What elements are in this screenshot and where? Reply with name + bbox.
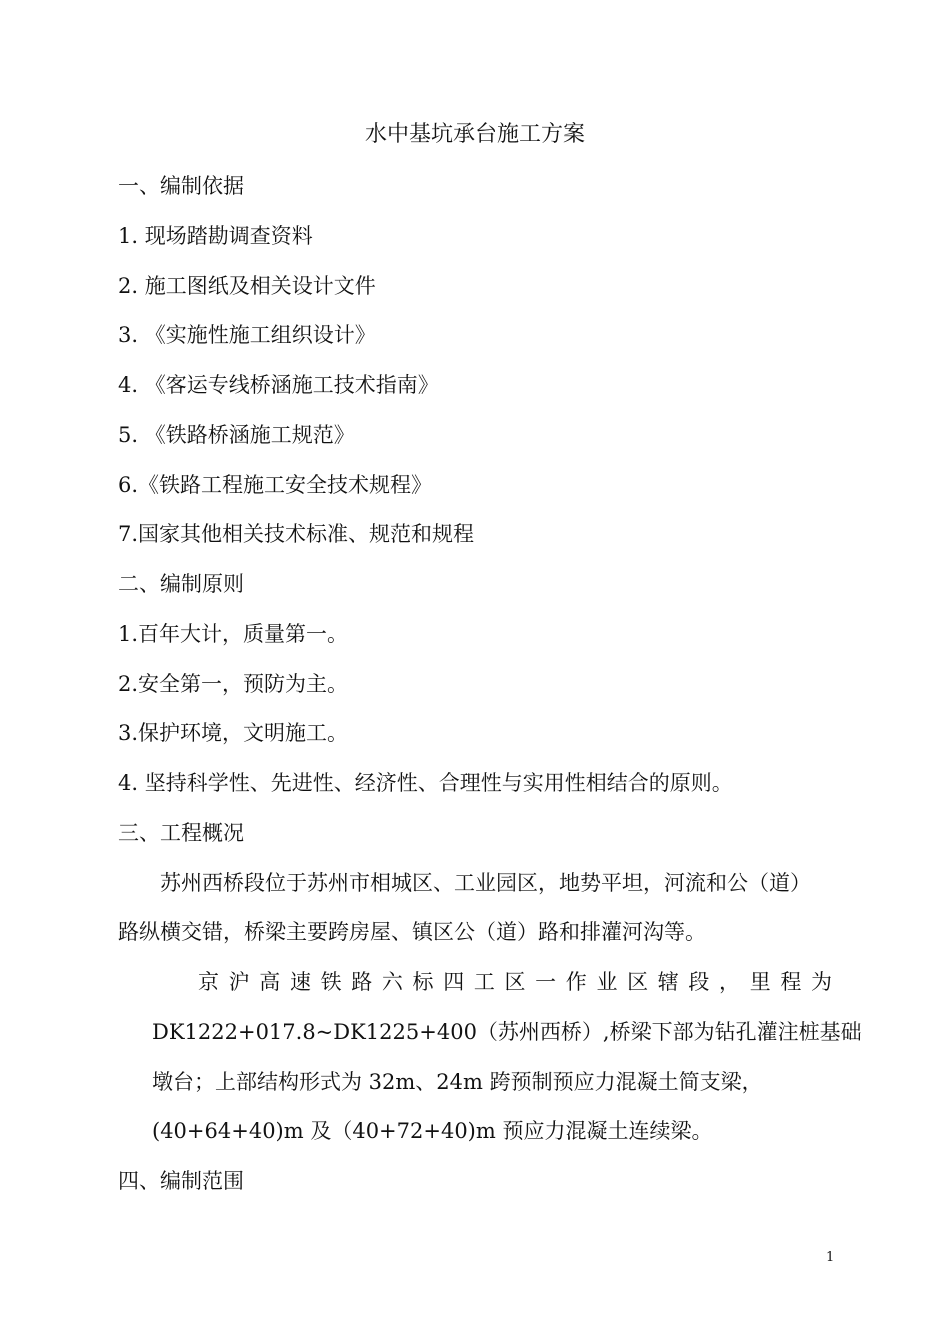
overview-paragraph-line: DK1222+017.8~DK1225+400（苏州西桥）,桥梁下部为钻孔灌注桩基础 [152, 1020, 862, 1044]
list-item: 7.国家其他相关技术标准、规范和规程 [118, 522, 475, 546]
list-item: 1. 现场踏勘调查资料 [118, 224, 313, 248]
overview-paragraph-line: 苏州西桥段位于苏州市相城区、工业园区，地势平坦，河流和公（道） [160, 871, 811, 895]
list-item: 3.保护环境，文明施工。 [118, 721, 349, 745]
section-heading-scope: 四、编制范围 [118, 1169, 244, 1193]
list-item: 6.《铁路工程施工安全技术规程》 [118, 473, 433, 497]
list-item: 2. 施工图纸及相关设计文件 [118, 274, 376, 298]
list-item: 5. 《铁路桥涵施工规范》 [118, 423, 355, 447]
overview-paragraph-line: 路纵横交错，桥梁主要跨房屋、镇区公（道）路和排灌河沟等。 [118, 920, 706, 944]
overview-paragraph-line: (40+64+40)m 及（40+72+40)m 预应力混凝土连续梁。 [152, 1119, 713, 1143]
overview-paragraph-line: 京沪高速铁路六标四工区一作业区辖段，里程为 [198, 970, 838, 994]
list-item: 4. 《客运专线桥涵施工技术指南》 [118, 373, 439, 397]
page-number: 1 [826, 1250, 835, 1265]
list-item: 3. 《实施性施工组织设计》 [118, 323, 376, 347]
list-item: 2.安全第一，预防为主。 [118, 672, 349, 696]
document-title: 水中基坑承台施工方案 [364, 122, 585, 147]
section-heading-principles: 二、编制原则 [118, 572, 244, 596]
list-item: 1.百年大计，质量第一。 [118, 622, 349, 646]
section-heading-basis: 一、编制依据 [118, 174, 244, 198]
list-item: 4. 坚持科学性、先进性、经济性、合理性与实用性相结合的原则。 [118, 771, 733, 795]
overview-paragraph-line: 墩台；上部结构形式为 32m、24m 跨预制预应力混凝土简支梁， [152, 1070, 763, 1094]
section-heading-overview: 三、工程概况 [118, 821, 244, 845]
